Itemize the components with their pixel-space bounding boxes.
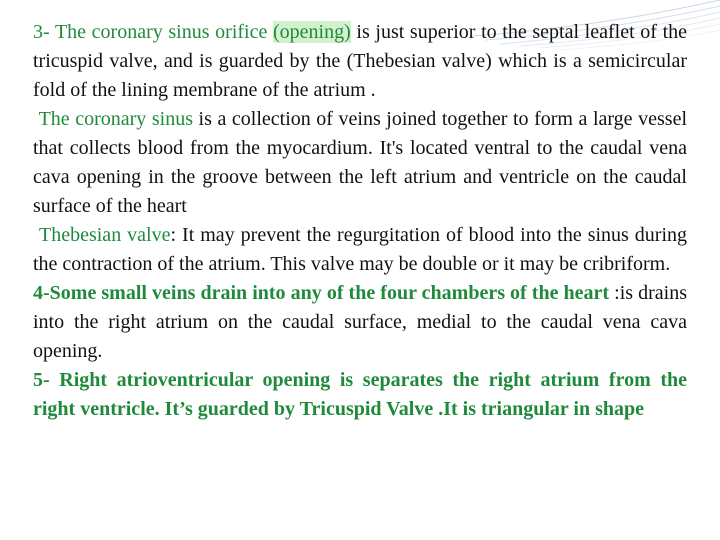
small-veins-description: :is drains into the right atrium on the caudal surface, medial to the caudal vena cava opening. <box>33 282 688 362</box>
coronary-sinus-term: The coronary sinus <box>38 108 193 130</box>
orifice-heading: 3- The coronary sinus orifice <box>33 21 273 43</box>
paragraph-small-veins <box>33 279 687 366</box>
thebesian-valve-term: Thebesian valve <box>39 224 171 246</box>
right-av-opening-text: 5- Right atrioventricular opening is separates the right atrium from the right ventricle. It’s guarded by Tricuspid Valve .It is triangular in shape <box>33 369 687 420</box>
slide-body <box>33 18 687 424</box>
paragraph-right-av-opening <box>33 366 687 424</box>
orifice-description: is just superior to the septal leaflet of the tricuspid valve, and is guarded by the (Thebesian valve) which is a semicircular fold of the lining membrane of the atrium . <box>33 21 688 101</box>
thebesian-valve-description: : It may prevent the regurgitation of blood into the sinus during the contraction of the atrium. This valve may be double or it may be cribriform. <box>33 224 688 275</box>
opening-highlight: (opening) <box>273 21 351 43</box>
paragraph-coronary-sinus <box>33 105 687 221</box>
coronary-sinus-description: is a collection of veins joined together to form a large vessel that collects blood from the myocardium. It's located ventral to the caudal vena cava opening in the groove between the left atrium and ventricle on the caudal surface of the heart <box>33 108 687 217</box>
paragraph-thebesian-valve <box>33 221 687 279</box>
paragraph-coronary-sinus-orifice <box>33 18 687 105</box>
small-veins-heading: 4-Some small veins drain into any of the four chambers of the heart <box>33 282 610 304</box>
